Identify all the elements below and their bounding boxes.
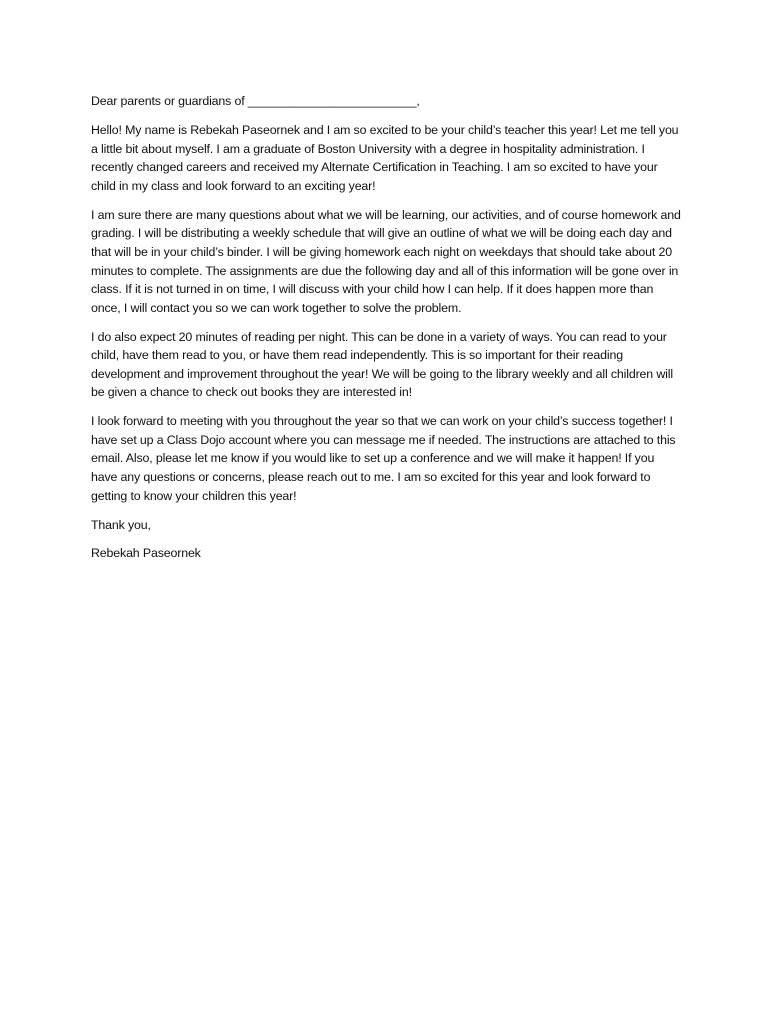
letter-body <box>91 92 681 573</box>
paragraph-contact: I look forward to meeting with you throughout the year so that we can work on your child’s success together! I have set up a Class Dojo account where you can message me if needed. The instructions are attached to this email. Also, please let me know if you would like to set up a conference and we will make it happen! If you have any questions or concerns, please reach out to me. I am so excited for this year and look forward to getting to know your children this year! <box>91 414 676 503</box>
paragraph-reading: I do also expect 20 minutes of reading per night. This can be done in a variety of ways. You can read to your child, have them read to you, or have them read independently. This is so important for their reading development and improvement throughout the year! We will be going to the library weekly and all children will be given a chance to check out books they are interested in! <box>91 329 673 400</box>
salutation: Dear parents or guardians of _________________________, <box>91 94 420 108</box>
closing: Thank you, <box>91 517 151 532</box>
paragraph-homework: I am sure there are many questions about what we will be learning, our activities, and of course homework and grading. I will be distributing a weekly schedule that will give an outline of what we will be doing each day and that will be in your child’s binder. I will be giving homework each night on weekdays that should take about 20 minutes to complete. The assignments are due the following day and all of this information will be gone over in class. If it is not turned in on time, I will discuss with your child how I can help. If it does happen more than once, I will contact you so we can work together to solve the problem. <box>91 207 681 315</box>
paragraph-introduction: Hello! My name is Rebekah Paseornek and I am so excited to be your child’s teacher this year! Let me tell you a little bit about myself. I am a graduate of Boston University with a degree in hospitality administration. I recently changed careers and received my Alternate Certification in Teaching. I am so excited to have your child in my class and look forward to an exciting year! <box>91 123 679 193</box>
signature: Rebekah Paseornek <box>91 546 201 561</box>
